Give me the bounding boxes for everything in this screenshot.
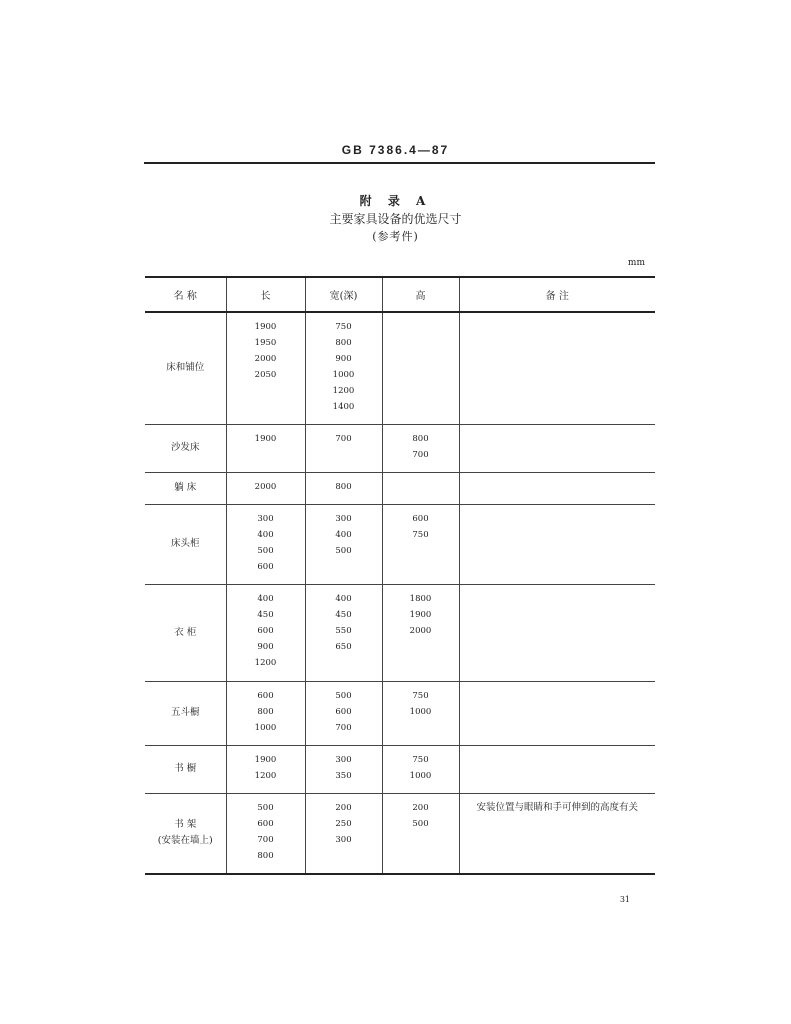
length-value: 1950 (254, 338, 277, 348)
column-header-name: 名 称 (145, 277, 226, 312)
length-cell (226, 584, 305, 681)
table-row (145, 424, 655, 472)
appendix-title: 附 录 A (359, 194, 432, 208)
width-value: 350 (335, 770, 352, 781)
remark-cell (459, 504, 655, 584)
height-value: 750 (412, 754, 429, 765)
remark-cell (459, 472, 655, 504)
width-value: 800 (335, 481, 352, 492)
row-name-subtext: (安装在墙上) (157, 835, 213, 847)
width-value: 700 (335, 433, 352, 444)
height-cell (382, 504, 459, 584)
table-row (145, 745, 655, 793)
height-value: 1000 (409, 770, 432, 781)
height-cell (382, 745, 459, 793)
width-cell (305, 681, 382, 745)
length-value: 1200 (254, 657, 277, 668)
header-rule (144, 162, 655, 164)
table-row (145, 681, 655, 745)
width-value: 900 (335, 354, 352, 364)
row-name (145, 504, 226, 584)
width-value: 1000 (332, 370, 355, 380)
length-value: 900 (257, 641, 274, 652)
height-value: 800 (412, 433, 429, 444)
length-cell (226, 424, 305, 472)
row-name (145, 681, 226, 745)
remark-text: 安装位置与眼睛和手可伸到的高度有关 (476, 801, 638, 813)
height-value: 700 (412, 449, 429, 460)
remark-cell (459, 793, 655, 874)
length-cell (226, 793, 305, 874)
width-value: 300 (335, 513, 352, 524)
width-value: 300 (335, 754, 352, 765)
height-cell (382, 472, 459, 504)
length-value: 300 (257, 513, 274, 524)
length-value: 1200 (254, 770, 277, 781)
row-name (145, 312, 226, 424)
standard-code: GB 7386.4—87 (341, 143, 450, 157)
height-value: 1900 (409, 609, 432, 620)
length-value: 2050 (254, 370, 277, 380)
width-value: 200 (335, 802, 352, 813)
row-name-text: 衣 柜 (174, 626, 197, 638)
width-cell (305, 793, 382, 874)
length-value: 1900 (254, 322, 277, 332)
width-value: 400 (335, 593, 352, 604)
row-name-text: 书 橱 (174, 763, 197, 774)
row-name (145, 584, 226, 681)
length-value: 2000 (254, 481, 277, 492)
width-value: 250 (335, 818, 352, 829)
row-name (145, 793, 226, 874)
table-row (145, 504, 655, 584)
length-value: 500 (257, 545, 274, 556)
length-value: 800 (257, 706, 274, 717)
length-value: 800 (257, 850, 274, 861)
length-value: 1900 (254, 754, 277, 765)
row-name-text: 五斗橱 (170, 707, 200, 718)
width-value: 1400 (332, 402, 355, 412)
length-value: 450 (257, 609, 274, 620)
height-cell (382, 793, 459, 874)
unit-label: mm (627, 258, 645, 268)
height-cell (382, 681, 459, 745)
width-cell (305, 504, 382, 584)
table-row (145, 472, 655, 504)
height-value: 2000 (409, 625, 432, 636)
width-value: 500 (335, 545, 352, 556)
appendix-note: (参考件) (372, 230, 419, 243)
column-header-length: 长 (226, 277, 305, 312)
row-name-text: 躺 床 (174, 482, 197, 493)
width-value: 750 (335, 322, 352, 332)
length-value: 2000 (254, 354, 277, 364)
height-value: 750 (412, 529, 429, 540)
appendix-subtitle: 主要家具设备的优选尺寸 (329, 212, 462, 226)
length-value: 600 (257, 561, 274, 572)
width-value: 400 (335, 529, 352, 540)
width-value: 1200 (332, 386, 355, 396)
furniture-dimensions-table (145, 276, 655, 875)
row-name-text: 沙发床 (170, 442, 200, 453)
height-value: 600 (412, 513, 429, 524)
length-value: 400 (257, 593, 274, 604)
length-value: 500 (257, 802, 274, 813)
width-cell (305, 745, 382, 793)
width-value: 500 (335, 690, 352, 701)
width-value: 300 (335, 834, 352, 845)
length-cell (226, 312, 305, 424)
width-cell (305, 312, 382, 424)
row-name-text: 床和铺位 (166, 362, 205, 374)
column-header-height: 高 (382, 277, 459, 312)
length-value: 1900 (254, 433, 277, 444)
width-value: 800 (335, 338, 352, 348)
height-value: 1000 (409, 706, 432, 717)
height-cell (382, 312, 459, 424)
height-value: 500 (412, 818, 429, 829)
column-header-remark: 备 注 (459, 277, 655, 312)
length-value: 600 (257, 818, 274, 829)
height-cell (382, 584, 459, 681)
length-value: 600 (257, 625, 274, 636)
remark-cell (459, 312, 655, 424)
length-cell (226, 504, 305, 584)
width-value: 450 (335, 609, 352, 620)
width-value: 650 (335, 641, 352, 652)
height-value: 200 (412, 802, 429, 813)
length-cell (226, 681, 305, 745)
row-name (145, 472, 226, 504)
length-value: 400 (257, 529, 274, 540)
row-name-text: 床头柜 (170, 538, 200, 549)
remark-cell (459, 681, 655, 745)
length-cell (226, 745, 305, 793)
length-cell (226, 472, 305, 504)
height-value: 1800 (409, 593, 432, 604)
table-row (145, 584, 655, 681)
length-value: 1000 (254, 722, 277, 733)
table-row (145, 312, 655, 424)
table-row (145, 793, 655, 874)
length-value: 700 (257, 834, 274, 845)
row-name-text: 书 架 (174, 819, 197, 831)
row-name (145, 745, 226, 793)
remark-cell (459, 745, 655, 793)
remark-cell (459, 424, 655, 472)
width-value: 700 (335, 722, 352, 733)
table-header-row (145, 277, 655, 312)
width-value: 600 (335, 706, 352, 717)
column-header-width: 宽(深) (305, 277, 382, 312)
remark-cell (459, 584, 655, 681)
height-cell (382, 424, 459, 472)
length-value: 600 (257, 690, 274, 701)
width-cell (305, 472, 382, 504)
width-value: 550 (335, 625, 352, 636)
width-cell (305, 584, 382, 681)
width-cell (305, 424, 382, 472)
height-value: 750 (412, 690, 429, 701)
row-name (145, 424, 226, 472)
page-number: 31 (619, 895, 630, 904)
